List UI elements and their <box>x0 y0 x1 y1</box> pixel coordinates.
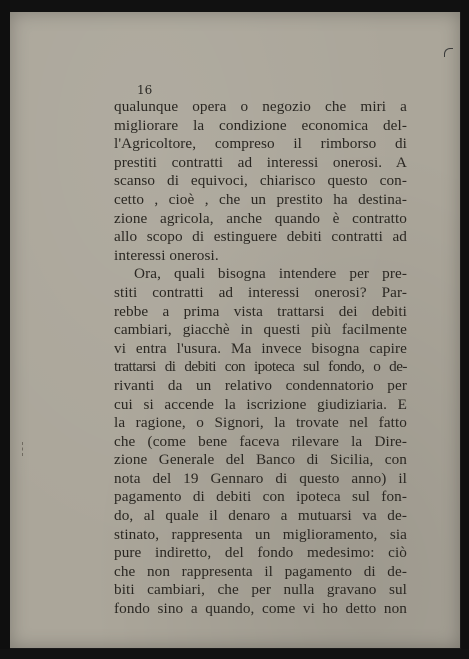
text-line: pure indiretto, del fondo medesimo: ciò <box>114 544 407 562</box>
text-line: rivanti da un relativo condennatorio per <box>114 376 407 394</box>
text-line: cetto , cioè , che un prestito ha destina- <box>114 190 407 208</box>
text-line: do, al quale il denaro a mutuarsi va de- <box>114 507 407 525</box>
text-line: allo scopo di estinguere debiti contratti ad <box>114 228 407 246</box>
scan-border-right <box>461 0 469 659</box>
text-line: scanso di equivoci, chiarisco questo con- <box>114 172 407 190</box>
text-line: biti cambiari, che per nulla gravano sul <box>114 581 407 599</box>
text-line: interessi onerosi. <box>114 246 219 264</box>
text-line: prestiti contratti ad interessi onerosi. A <box>114 153 407 171</box>
text-line: migliorare la condizione economica del- <box>114 116 407 134</box>
book-page <box>10 12 460 648</box>
text-line: trattarsi di debiti con ipoteca sul fondo, o de- <box>114 358 407 376</box>
page-number: 16 <box>137 83 153 97</box>
text-line: vi entra l'usura. Ma invece bisogna capire <box>114 339 407 357</box>
scan-border-top <box>0 0 469 12</box>
text-line: Ora, quali bisogna intendere per pre- <box>134 265 407 283</box>
text-line: zione agricola, anche quando è contratto <box>114 209 407 227</box>
scan-border-bottom <box>0 649 469 659</box>
text-line: rebbe a prima vista trattarsi dei debiti <box>114 302 407 320</box>
text-line: stiti contratti ad interessi onerosi? Par- <box>114 283 407 301</box>
text-line: nota del 19 Gennaro di questo anno) il <box>114 469 407 487</box>
text-line: che (come bene faceva rilevare la Dire- <box>114 432 407 450</box>
text-line: cambiari, giacchè in questi più facilmente <box>114 321 407 339</box>
text-line: stinato, rappresenta un miglioramento, sia <box>114 525 407 543</box>
body-text <box>114 98 407 619</box>
text-line: cui si accende la iscrizione giudiziaria. E <box>114 395 407 413</box>
text-line: l'Agricoltore, compreso il rimborso di <box>114 135 407 153</box>
text-line: qualunque opera o negozio che miri a <box>114 98 407 115</box>
binding-mark <box>22 442 26 456</box>
scan-border-left <box>0 0 10 659</box>
text-line: zione Generale del Banco di Sicilia, con <box>114 451 407 469</box>
page-corner-mark <box>444 48 453 57</box>
text-line: fondo sino a quando, come vi ho detto non <box>114 600 407 618</box>
text-line: che non rappresenta il pagamento di de- <box>114 562 407 580</box>
text-line: la ragione, o Signori, la trovate nel fatto <box>114 414 407 432</box>
text-line: pagamento di debiti con ipoteca sul fon- <box>114 488 407 506</box>
